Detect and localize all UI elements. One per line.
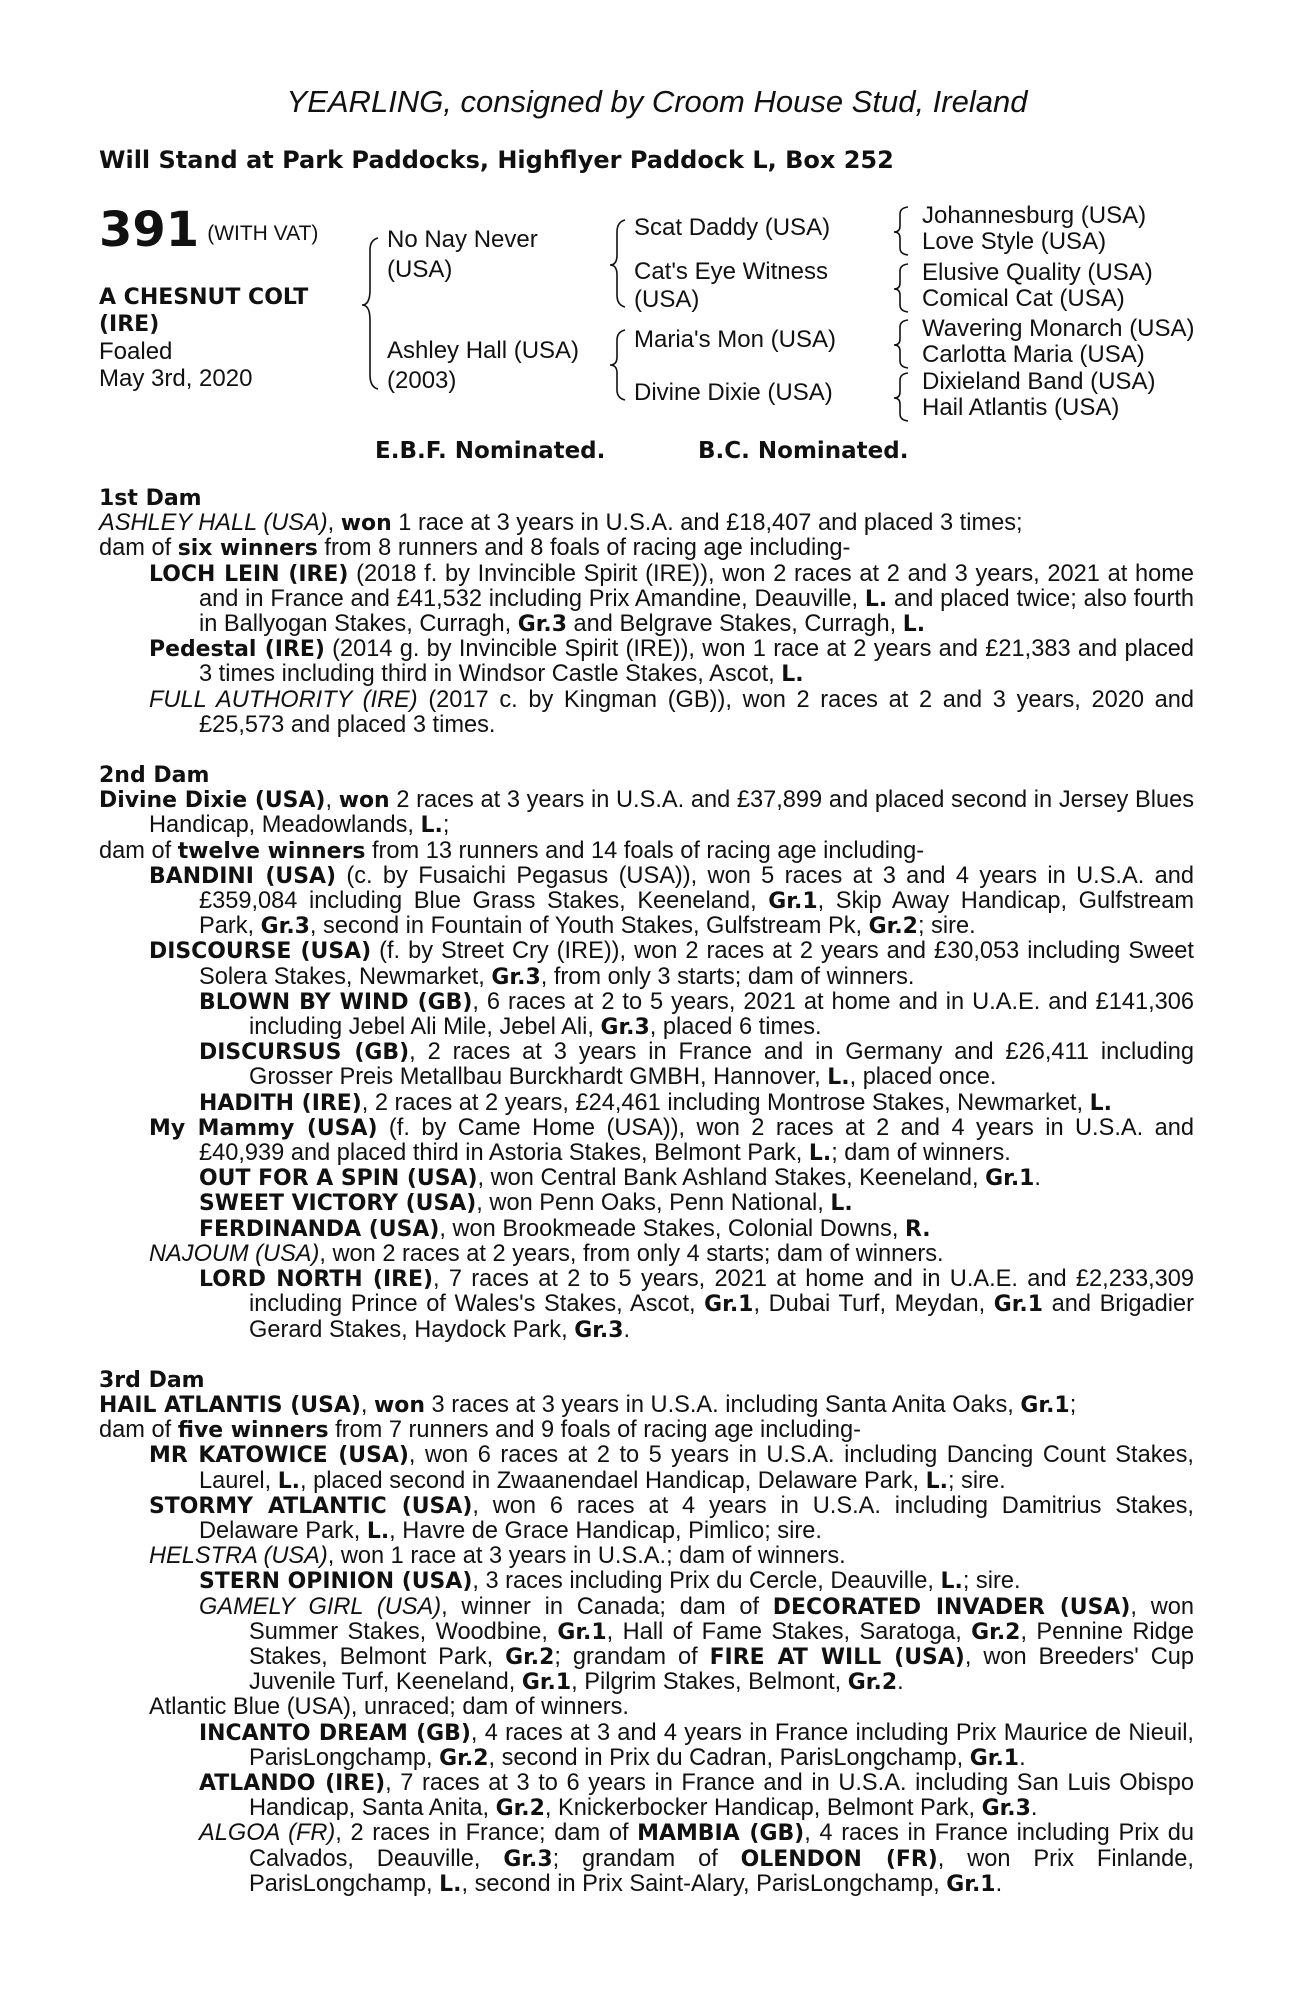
runner-full-authority: FULL AUTHORITY (IRE) (2017 c. by Kingman (GB)), won 2 races at 2 and 3 years, 2020 and £25,573 and placed 3 times. (149, 686, 1194, 738)
dam-dam: Divine Dixie (USA) (634, 379, 833, 406)
sds: Elusive Quality (USA) (922, 259, 1153, 286)
sss: Johannesburg (USA) (922, 202, 1147, 229)
dss: Wavering Monarch (USA) (922, 315, 1195, 342)
runner-sweet-victory: SWEET VICTORY (USA), won Penn Oaks, Penn National, L. (199, 1190, 853, 1217)
first-dam-title: 1st Dam (99, 486, 202, 511)
ssd: Love Style (USA) (922, 228, 1107, 255)
runner-blown-by-wind: BLOWN BY WIND (GB), 6 races at 2 to 5 years, 2021 at home and in U.A.E. and £141,306 including Jebel Ali Mile, Jebel Ali, Gr.3, placed 6 times. (199, 988, 1195, 1041)
stand-location: Will Stand at Park Paddocks, Highflyer Paddock L, Box 252 (99, 146, 894, 174)
first-dam-produce: dam of six winners from 8 runners and 8 foals of racing age including- (99, 535, 851, 562)
runner-stormy-atlantic: STORMY ATLANTIC (USA), won 6 races at 4 years in U.S.A. including Damitrius Stakes, Delaware Park, L., Havre de Grace Handicap, Pimlico; sire. (149, 1492, 1194, 1544)
runner-hadith: HADITH (IRE), 2 races at 2 years, £24,461 including Montrose Stakes, Newmarket, L. (199, 1089, 1112, 1116)
colt-title: A CHESNUT COLT (99, 285, 309, 310)
runner-mr-katowice: MR KATOWICE (USA), won 6 races at 2 to 5 years in U.S.A. including Dancing Count Stakes, Laurel, L., placed second in Zwaanendael Handicap, Delaware Park, L.; sire. (149, 1442, 1194, 1494)
dam-sire: Maria's Mon (USA) (634, 326, 836, 353)
dds: Dixieland Band (USA) (922, 368, 1156, 395)
lot-number: 391 (99, 202, 200, 258)
dam-name: Ashley Hall (USA) (387, 337, 580, 364)
second-dam-produce: dam of twelve winners from 13 runners and 14 foals of racing age including- (99, 837, 925, 864)
sire-sire: Scat Daddy (USA) (634, 214, 831, 241)
page-heading: YEARLING, consigned by Croom House Stud, Ireland (286, 84, 1028, 119)
pedigree-notes (99, 486, 1194, 1897)
runner-loch-lein: LOCH LEIN (IRE) (2018 f. by Invincible Spirit (IRE)), won 2 races at 2 and 3 years, 2021 at home and in France and £41,532 including Prix Amandine, Deauville, L. and placed twice; also fourth in Ballyogan Stakes, Curragh, Gr.3 and Belgrave Stakes, Curragh, L. (149, 560, 1194, 638)
runner-atlando: ATLANDO (IRE), 7 races at 3 to 6 years in France and in U.S.A. including San Luis Obispo Handicap, Santa Anita, Gr.2, Knickerbocker Handicap, Belmont Park, Gr.3. (199, 1769, 1194, 1822)
runner-najoum: NAJOUM (USA), won 2 races at 2 years, from only 4 starts; dam of winners. (149, 1240, 944, 1267)
runner-incanto-dream: INCANTO DREAM (GB), 4 races at 3 and 4 years in France including Prix Maurice de Nieuil, ParisLongchamp, Gr.2, second in Prix du Cadran, ParisLongchamp, Gr.1. (199, 1719, 1194, 1771)
runner-bandini: BANDINI (USA) (c. by Fusaichi Pegasus (USA)), won 5 races at 3 and 4 years in U.S.A. and £359,084 including Blue Grass Stakes, Keeneland, Gr.1, Skip Away Handicap, Gulfstream Park, Gr.3, second in Fountain of Youth Stakes, Gulfstream Pk, Gr.2; sire. (149, 862, 1194, 940)
bc-nomination: B.C. Nominated. (698, 438, 909, 464)
third-dam-title: 3rd Dam (99, 1367, 205, 1393)
sire-name: No Nay Never (387, 226, 538, 253)
sdd: Comical Cat (USA) (922, 285, 1125, 312)
dsd: Carlotta Maria (USA) (922, 341, 1145, 368)
runner-my-mammy: My Mammy (USA) (f. by Came Home (USA)), won 2 races at 2 and 4 years in U.S.A. and £40,939 and placed third in Astoria Stakes, Belmont Park, L.; dam of winners. (149, 1114, 1194, 1167)
colt-country: (IRE) (99, 312, 160, 337)
runner-gamely-girl: GAMELY GIRL (USA), winner in Canada; dam of DECORATED INVADER (USA), won Summer Stakes, Woodbine, Gr.1, Hall of Fame Stakes, Saratoga, Gr.2, Pennine Ridge Stakes, Belmont Park, Gr.2; grandam of FIRE AT WILL (USA), won Breeders' Cup Juvenile Turf, Keeneland, Gr.1, Pilgrim Stakes, Belmont, Gr.2. (199, 1593, 1194, 1696)
runner-lord-north: LORD NORTH (IRE), 7 races at 2 to 5 years, 2021 at home and in U.A.E. and £2,233,309 including Prince of Wales's Stakes, Ascot, Gr.1, Dubai Turf, Meydan, Gr.1 and Brigadier Gerard Stakes, Haydock Park, Gr.3. (199, 1266, 1194, 1343)
second-dam-title: 2nd Dam (99, 763, 210, 789)
sire-dam: Cat's Eye Witness (634, 258, 828, 285)
runner-discourse: DISCOURSE (USA) (f. by Street Cry (IRE)), won 2 races at 2 years and £30,053 including Sweet Solera Stakes, Newmarket, Gr.3, from only 3 starts; dam of winners. (149, 938, 1194, 990)
ebf-nomination: E.B.F. Nominated. (375, 438, 606, 464)
vat-note: (WITH VAT) (207, 222, 319, 245)
foaled-label: Foaled (99, 338, 173, 365)
sire-country: (USA) (387, 256, 453, 283)
runner-atlantic-blue: Atlantic Blue (USA), unraced; dam of winners. (149, 1694, 629, 1721)
runner-out-for-a-spin: OUT FOR A SPIN (USA), won Central Bank Ashland Stakes, Keeneland, Gr.1. (199, 1165, 1041, 1192)
first-dam-record: ASHLEY HALL (USA), won 1 race at 3 years in U.S.A. and £18,407 and placed 3 times; (99, 510, 1023, 537)
runner-helstra: HELSTRA (USA), won 1 race at 3 years in U.S.A.; dam of winners. (149, 1543, 846, 1570)
runner-ferdinanda: FERDINANDA (USA), won Brookmeade Stakes, Colonial Downs, R. (199, 1215, 931, 1242)
second-dam-record: Divine Dixie (USA), won 2 races at 3 years in U.S.A. and £37,899 and placed second in Jersey Blues Handicap, Meadowlands, L.; (99, 787, 1194, 839)
foaled-date: May 3rd, 2020 (99, 365, 253, 392)
runner-discursus: DISCURSUS (GB), 2 races at 3 years in France and in Germany and £26,411 including Grosser Preis Metallbau Burckhardt GMBH, Hannover, L., placed once. (199, 1039, 1194, 1091)
runner-stern-opinion: STERN OPINION (USA), 3 races including Prix du Cercle, Deauville, L.; sire. (199, 1568, 1021, 1595)
runner-pedestal: Pedestal (IRE) (2014 g. by Invincible Spirit (IRE)), won 1 race at 2 years and £21,383 and placed 3 times including third in Windsor Castle Stakes, Ascot, L. (149, 636, 1194, 688)
third-dam-produce: dam of five winners from 7 runners and 9 foals of racing age including- (99, 1417, 862, 1444)
ddd: Hail Atlantis (USA) (922, 394, 1120, 421)
sire-dam-country: (USA) (634, 286, 700, 313)
dam-year: (2003) (387, 367, 457, 394)
third-dam-record: HAIL ATLANTIS (USA), won 3 races at 3 years in U.S.A. including Santa Anita Oaks, Gr.1; (99, 1391, 1077, 1418)
runner-algoa: ALGOA (FR), 2 races in France; dam of MAMBIA (GB), 4 races in France including Prix du Calvados, Deauville, Gr.3; grandam of OLENDON (FR), won Prix Finlande, ParisLongchamp, L., second in Prix Saint-Alary, ParisLongchamp, Gr.1. (199, 1820, 1194, 1897)
